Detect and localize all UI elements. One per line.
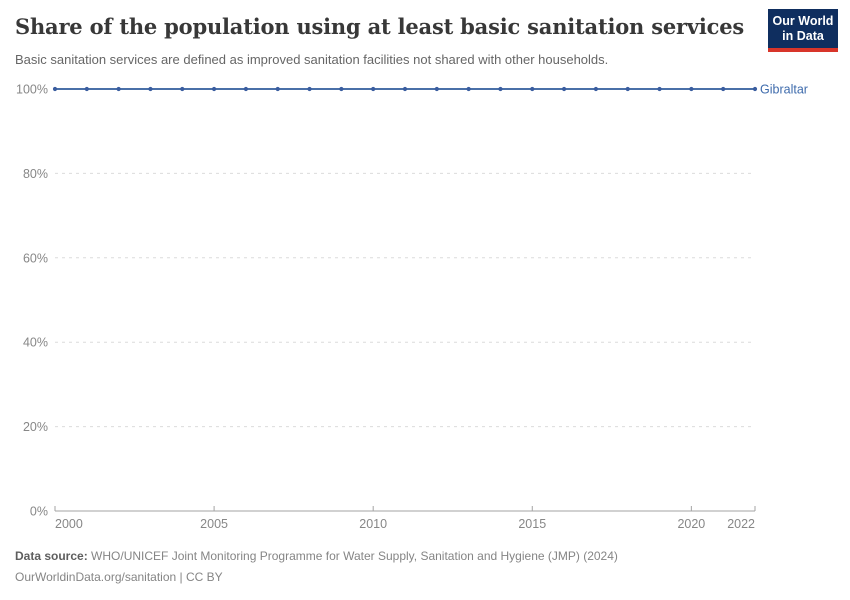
x-axis-label: 2022 [727,517,755,531]
data-point[interactable] [371,87,375,91]
data-point[interactable] [339,87,343,91]
y-axis-label: 40% [22,335,48,350]
data-point[interactable] [148,87,152,91]
x-axis-label: 2000 [55,517,83,531]
chart-footer [15,546,618,588]
data-point[interactable] [562,87,566,91]
data-point[interactable] [467,87,471,91]
data-source-line [15,546,618,567]
data-point[interactable] [657,87,661,91]
data-point[interactable] [594,87,598,91]
data-source-label: Data source: [15,549,88,563]
data-point[interactable] [403,87,407,91]
data-point[interactable] [721,87,725,91]
owid-logo-line2: in Data [782,28,824,43]
data-source-text: WHO/UNICEF Joint Monitoring Programme for Water Supply, Sanitation and Hygiene (JMP) (2024) [87,549,618,563]
data-point[interactable] [307,87,311,91]
data-point[interactable] [85,87,89,91]
y-axis-label: 80% [22,166,48,181]
y-axis-label: 0% [29,504,48,519]
source-url-line[interactable]: OurWorldinData.org/sanitation | CC BY [15,570,223,584]
data-point[interactable] [626,87,630,91]
data-point[interactable] [753,87,757,91]
x-axis-label: 2020 [677,517,706,531]
data-point[interactable] [530,87,534,91]
y-axis-label: 60% [22,251,48,266]
data-point[interactable] [689,87,693,91]
owid-logo-line1: Our World [772,14,834,29]
data-point[interactable] [244,87,248,91]
x-axis-label: 2015 [518,517,547,531]
data-point[interactable] [180,87,184,91]
x-axis-label: 2010 [359,517,388,531]
y-axis-label: 100% [16,82,48,97]
data-point[interactable] [117,87,121,91]
series-label[interactable]: Gibraltar [760,82,808,97]
data-point[interactable] [212,87,216,91]
x-axis-label: 2005 [200,517,228,531]
data-point[interactable] [435,87,439,91]
y-axis-label: 20% [22,420,48,435]
chart-subtitle: Basic sanitation services are defined as improved sanitation facilities not shared with other households. [15,52,609,67]
data-point[interactable] [276,87,280,91]
data-point[interactable] [498,87,502,91]
chart-title: Share of the population using at least basic sanitation services [15,14,745,39]
data-point[interactable] [53,87,57,91]
